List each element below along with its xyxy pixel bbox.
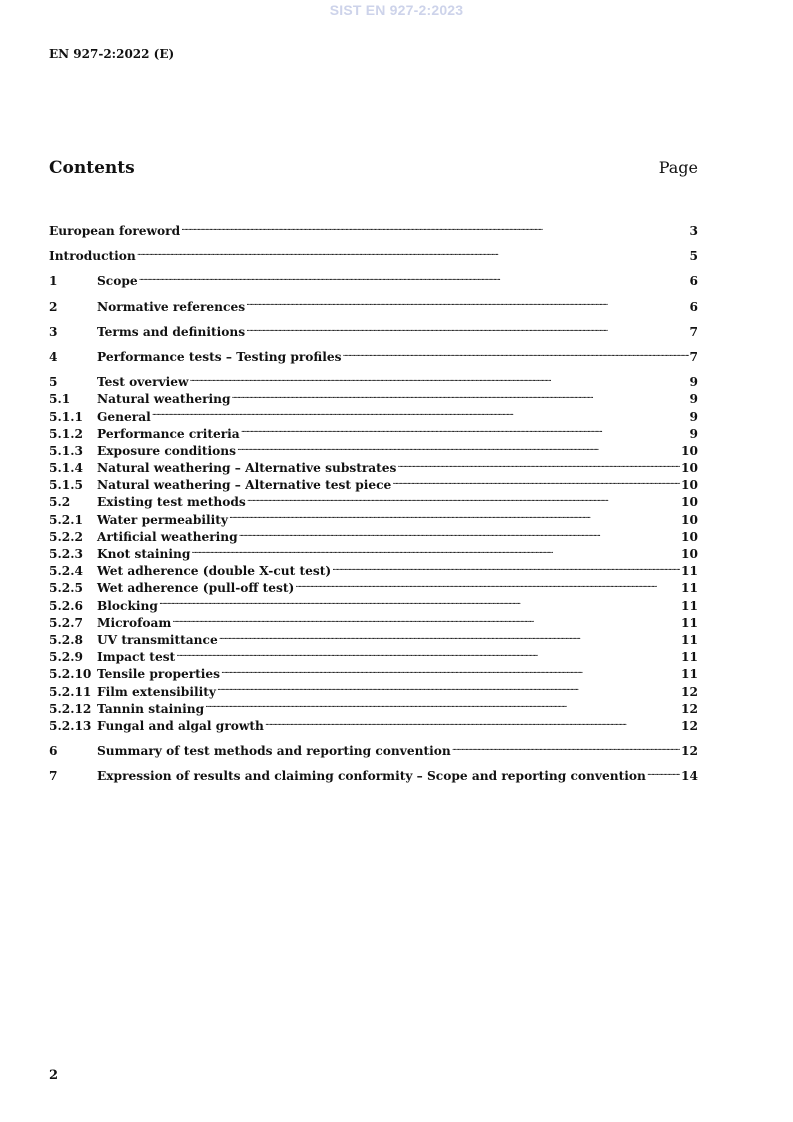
toc-entry-title: Scope bbox=[97, 274, 138, 289]
toc-entry-title: Artificial weathering bbox=[97, 529, 238, 544]
toc-entry[interactable] bbox=[49, 718, 698, 735]
toc-entry-page: 11 bbox=[681, 581, 698, 596]
toc-entry[interactable] bbox=[49, 546, 698, 563]
toc-entry-title: Impact test bbox=[97, 650, 176, 665]
toc-dot-leader bbox=[265, 718, 680, 730]
toc-entry-title: Exposure conditions bbox=[97, 443, 237, 458]
toc-entry-number: 6 bbox=[49, 744, 58, 759]
toc-entry-title: Normative references bbox=[97, 299, 246, 314]
toc-entry[interactable] bbox=[49, 684, 698, 701]
toc-entry-number: 5.1.1 bbox=[49, 409, 83, 424]
toc-entry[interactable] bbox=[49, 768, 698, 785]
toc-entry[interactable] bbox=[49, 701, 698, 718]
toc-dot-leader bbox=[219, 632, 680, 644]
toc-dot-leader bbox=[343, 349, 689, 361]
toc-entry-title: Expression of results and claiming conformity – Scope and reporting convention bbox=[97, 769, 646, 784]
toc-entry[interactable] bbox=[49, 666, 698, 683]
toc-entry-page: 11 bbox=[681, 615, 698, 630]
toc-entry-title: Blocking bbox=[97, 598, 158, 613]
toc-entry-page: 9 bbox=[689, 375, 698, 390]
toc-entry[interactable] bbox=[49, 248, 698, 265]
toc-entry[interactable] bbox=[49, 598, 698, 615]
toc-entry-title: European foreword bbox=[49, 224, 181, 238]
toc-entry-page: 12 bbox=[681, 684, 698, 699]
toc-entry-page: 6 bbox=[689, 274, 698, 289]
toc-entry[interactable] bbox=[49, 409, 698, 426]
toc-entry-number: 5.2.7 bbox=[49, 615, 83, 630]
toc-entry-page: 6 bbox=[689, 299, 698, 314]
toc-entry-number: 5.1.3 bbox=[49, 443, 83, 458]
toc-dot-leader bbox=[176, 649, 680, 661]
toc-entry[interactable] bbox=[49, 223, 698, 240]
page-column-label: Page bbox=[658, 158, 698, 177]
toc-dot-leader bbox=[397, 460, 680, 472]
toc-entry-number: 5.2.10 bbox=[49, 667, 92, 682]
toc-entry-title: Knot staining bbox=[97, 547, 191, 561]
toc-dot-leader bbox=[159, 598, 680, 610]
toc-entry-page: 12 bbox=[681, 701, 698, 716]
toc-entry-number: 5.1.5 bbox=[49, 478, 83, 493]
toc-dot-leader bbox=[221, 666, 680, 678]
toc-entry-number: 5.2.9 bbox=[49, 650, 83, 665]
toc-dot-leader bbox=[137, 248, 689, 260]
toc-dot-leader bbox=[246, 299, 688, 311]
toc-entry-title: Microfoam bbox=[97, 615, 172, 630]
toc-entry[interactable] bbox=[49, 512, 698, 529]
toc-entry-page: 12 bbox=[681, 718, 698, 733]
toc-dot-leader bbox=[239, 529, 680, 541]
toc-dot-leader bbox=[229, 512, 680, 524]
toc-entry-page: 11 bbox=[681, 598, 698, 613]
toc-entry[interactable] bbox=[49, 349, 698, 366]
toc-entry-title: Performance tests – Testing profiles bbox=[97, 349, 342, 364]
toc-entry-title: Water permeability bbox=[97, 512, 228, 527]
toc-entry-title: Performance criteria bbox=[97, 426, 240, 441]
toc-entry-number: 5.2.12 bbox=[49, 701, 92, 716]
page-number: 2 bbox=[49, 1068, 59, 1083]
toc-entry[interactable] bbox=[49, 529, 698, 546]
toc-entry-title: Summary of test methods and reporting convention bbox=[97, 744, 451, 759]
toc-entry-page: 10 bbox=[681, 547, 698, 561]
toc-dot-leader bbox=[241, 426, 689, 438]
toc-entry-number: 5.2.2 bbox=[49, 529, 83, 544]
toc-entry-number: 5 bbox=[49, 375, 58, 390]
toc-entry-title: Fungal and algal growth bbox=[97, 718, 264, 733]
toc-entry-number: 4 bbox=[49, 349, 58, 364]
toc-entry-title: Natural weathering bbox=[97, 392, 231, 407]
toc-entry-page: 7 bbox=[689, 349, 698, 364]
toc-entry-title: Terms and definitions bbox=[97, 324, 246, 339]
toc-entry-title: Wet adherence (pull-off test) bbox=[97, 581, 295, 596]
toc-entry-number: 5.2.13 bbox=[49, 718, 92, 733]
toc-entry-page: 10 bbox=[681, 478, 698, 493]
toc-dot-leader bbox=[332, 563, 680, 575]
toc-entry-number: 5.2 bbox=[49, 495, 71, 510]
toc-dot-leader bbox=[247, 494, 680, 506]
toc-entry-page: 10 bbox=[681, 495, 698, 510]
toc-entry[interactable] bbox=[49, 460, 698, 477]
document-identifier: EN 927-2:2022 (E) bbox=[49, 47, 175, 61]
toc-entry-page: 9 bbox=[689, 392, 698, 407]
toc-entry-page: 9 bbox=[689, 426, 698, 441]
toc-entry-number: 5.2.1 bbox=[49, 512, 83, 527]
toc-entry[interactable] bbox=[49, 324, 698, 341]
toc-entry-title: Tannin staining bbox=[97, 701, 205, 716]
toc-entry-number: 5.1.2 bbox=[49, 426, 83, 441]
toc-entry-number: 1 bbox=[49, 274, 58, 289]
toc-entry[interactable] bbox=[49, 374, 698, 391]
toc-entry-number: 5.2.3 bbox=[49, 547, 83, 561]
toc-dot-leader bbox=[295, 580, 680, 592]
toc-entry-page: 10 bbox=[681, 461, 698, 476]
toc-entry-page: 11 bbox=[681, 564, 698, 579]
toc-entry-title: Introduction bbox=[49, 249, 136, 264]
toc-entry[interactable] bbox=[49, 426, 698, 443]
toc-entry-page: 14 bbox=[681, 769, 698, 784]
toc-entry-title: Tensile properties bbox=[97, 667, 221, 682]
toc-entry-page: 9 bbox=[689, 409, 698, 424]
toc-entry-number: 5.2.5 bbox=[49, 581, 83, 596]
toc-entry-page: 5 bbox=[689, 249, 698, 264]
toc-entry-page: 3 bbox=[689, 224, 698, 238]
toc-dot-leader bbox=[237, 443, 680, 455]
toc-entry-number: 5.2.6 bbox=[49, 598, 83, 613]
toc-entry[interactable] bbox=[49, 443, 698, 460]
toc-entry-page: 12 bbox=[681, 744, 698, 759]
toc-dot-leader bbox=[392, 477, 680, 489]
toc-dot-leader bbox=[191, 546, 680, 558]
toc-entry-page: 10 bbox=[681, 512, 698, 527]
toc-dot-leader bbox=[205, 701, 680, 713]
toc-entry-number: 5.1.4 bbox=[49, 461, 83, 476]
toc-entry-title: Existing test methods bbox=[97, 495, 246, 510]
toc-entry-number: 5.2.8 bbox=[49, 632, 83, 647]
toc-entry-title: General bbox=[97, 409, 151, 424]
toc-dot-leader bbox=[181, 223, 688, 235]
toc-entry-title: Natural weathering – Alternative test piece bbox=[97, 478, 392, 493]
toc-entry-page: 7 bbox=[689, 324, 698, 339]
toc-entry[interactable] bbox=[49, 391, 698, 408]
toc-entry[interactable] bbox=[49, 494, 698, 511]
toc-entry-number: 5.2.11 bbox=[49, 684, 92, 699]
toc-dot-leader bbox=[139, 273, 689, 285]
toc-entry-number: 3 bbox=[49, 324, 58, 339]
toc-entry-number: 5.1 bbox=[49, 392, 71, 407]
toc-entry-number: 5.2.4 bbox=[49, 564, 83, 579]
toc-entry[interactable] bbox=[49, 299, 698, 316]
toc-dot-leader bbox=[647, 768, 680, 780]
toc-dot-leader bbox=[246, 324, 688, 336]
contents-heading: Contents bbox=[49, 158, 135, 178]
toc-entry-page: 11 bbox=[681, 650, 698, 665]
toc-entry-number: 2 bbox=[49, 299, 58, 314]
toc-entry-title: Test overview bbox=[97, 375, 189, 390]
toc-dot-leader bbox=[452, 743, 680, 755]
toc-dot-leader bbox=[172, 615, 680, 627]
toc-entry-page: 11 bbox=[681, 667, 698, 682]
toc-entry-title: Film extensibility bbox=[97, 684, 216, 699]
toc-entry-title: Wet adherence (double X-cut test) bbox=[97, 564, 332, 579]
toc-entry[interactable] bbox=[49, 632, 698, 649]
toc-entry[interactable] bbox=[49, 743, 698, 760]
toc-dot-leader bbox=[190, 374, 689, 386]
toc-entry[interactable] bbox=[49, 649, 698, 666]
toc-entry-page: 10 bbox=[681, 529, 698, 544]
toc-dot-leader bbox=[232, 391, 689, 403]
toc-entry[interactable] bbox=[49, 580, 698, 597]
toc-dot-leader bbox=[217, 684, 680, 696]
watermark: SIST EN 927-2:2023 bbox=[329, 2, 464, 18]
toc-entry-title: UV transmittance bbox=[97, 632, 218, 647]
toc-dot-leader bbox=[152, 409, 689, 421]
toc-entry[interactable] bbox=[49, 273, 698, 290]
table-of-contents bbox=[49, 223, 698, 785]
toc-entry-page: 10 bbox=[681, 443, 698, 458]
toc-entry-page: 11 bbox=[681, 632, 698, 647]
toc-entry[interactable] bbox=[49, 615, 698, 632]
toc-entry[interactable] bbox=[49, 563, 698, 580]
toc-entry-title: Natural weathering – Alternative substrates bbox=[97, 461, 397, 476]
toc-entry[interactable] bbox=[49, 477, 698, 494]
toc-entry-number: 7 bbox=[49, 769, 58, 784]
